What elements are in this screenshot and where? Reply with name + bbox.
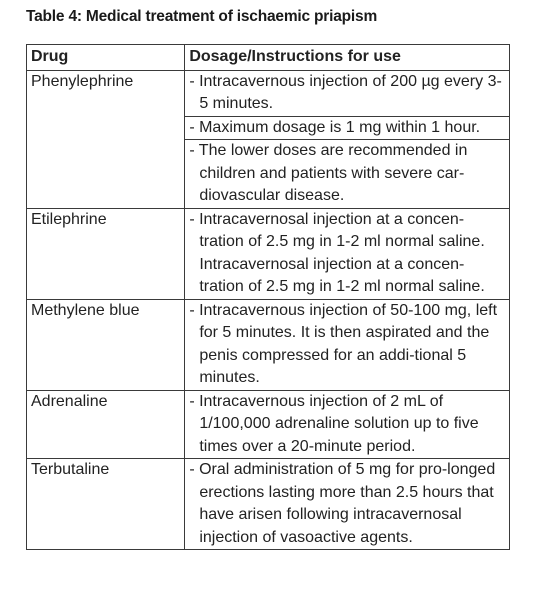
table-header-row xyxy=(27,45,510,71)
dosage-entry: - Intracavernosal injection at a concen-tration of 2.5 mg in 1-2 ml normal saline. xyxy=(189,210,485,250)
dosage-cell xyxy=(185,208,510,299)
dosage-entry: - Maximum dosage is 1 mg within 1 hour. xyxy=(189,118,481,136)
table-row xyxy=(27,459,510,550)
dosage-cell xyxy=(185,116,510,140)
drug-name-cell: Adrenaline xyxy=(27,390,185,459)
table-row xyxy=(27,208,510,299)
drug-name-cell: Etilephrine xyxy=(27,208,185,299)
drug-dosage-table xyxy=(26,44,510,550)
dosage-entry: - Intracavernous injection of 200 µg every 3-5 minutes. xyxy=(189,72,502,112)
dosage-entry: - The lower doses are recommended in children and patients with severe car-diovascular disease. xyxy=(189,142,468,204)
dosage-cell xyxy=(185,390,510,459)
dosage-cell xyxy=(185,140,510,209)
dosage-entry: - Intracavernous injection of 50-100 mg, left for 5 minutes. It is then aspirated and the penis compressed for an addi-tional 5 minutes. xyxy=(189,301,498,386)
header-drug: Drug xyxy=(27,45,185,71)
drug-name-cell: Methylene blue xyxy=(27,299,185,390)
dosage-entry: Intracavernosal injection at a concen-tration of 2.5 mg in 1-2 ml normal saline. xyxy=(199,255,485,295)
drug-name-cell: Terbutaline xyxy=(27,459,185,550)
dosage-entry: - Oral administration of 5 mg for pro-longed erections lasting more than 2.5 hours that have arisen following intracavernosal injection of vasoactive agents. xyxy=(189,461,496,546)
dosage-entry: - Intracavernous injection of 2 mL of 1/100,000 adrenaline solution up to five times over a 20-minute period. xyxy=(189,392,479,455)
header-dosage: Dosage/Instructions for use xyxy=(185,45,510,71)
table-row xyxy=(27,299,510,390)
table-caption: Table 4: Medical treatment of ischaemic priapism xyxy=(26,8,378,25)
drug-name-cell: Phenylephrine xyxy=(27,70,185,208)
dosage-cell xyxy=(185,299,510,390)
table-row xyxy=(27,70,510,116)
dosage-cell xyxy=(185,70,510,116)
table-row xyxy=(27,390,510,459)
dosage-cell xyxy=(185,459,510,550)
